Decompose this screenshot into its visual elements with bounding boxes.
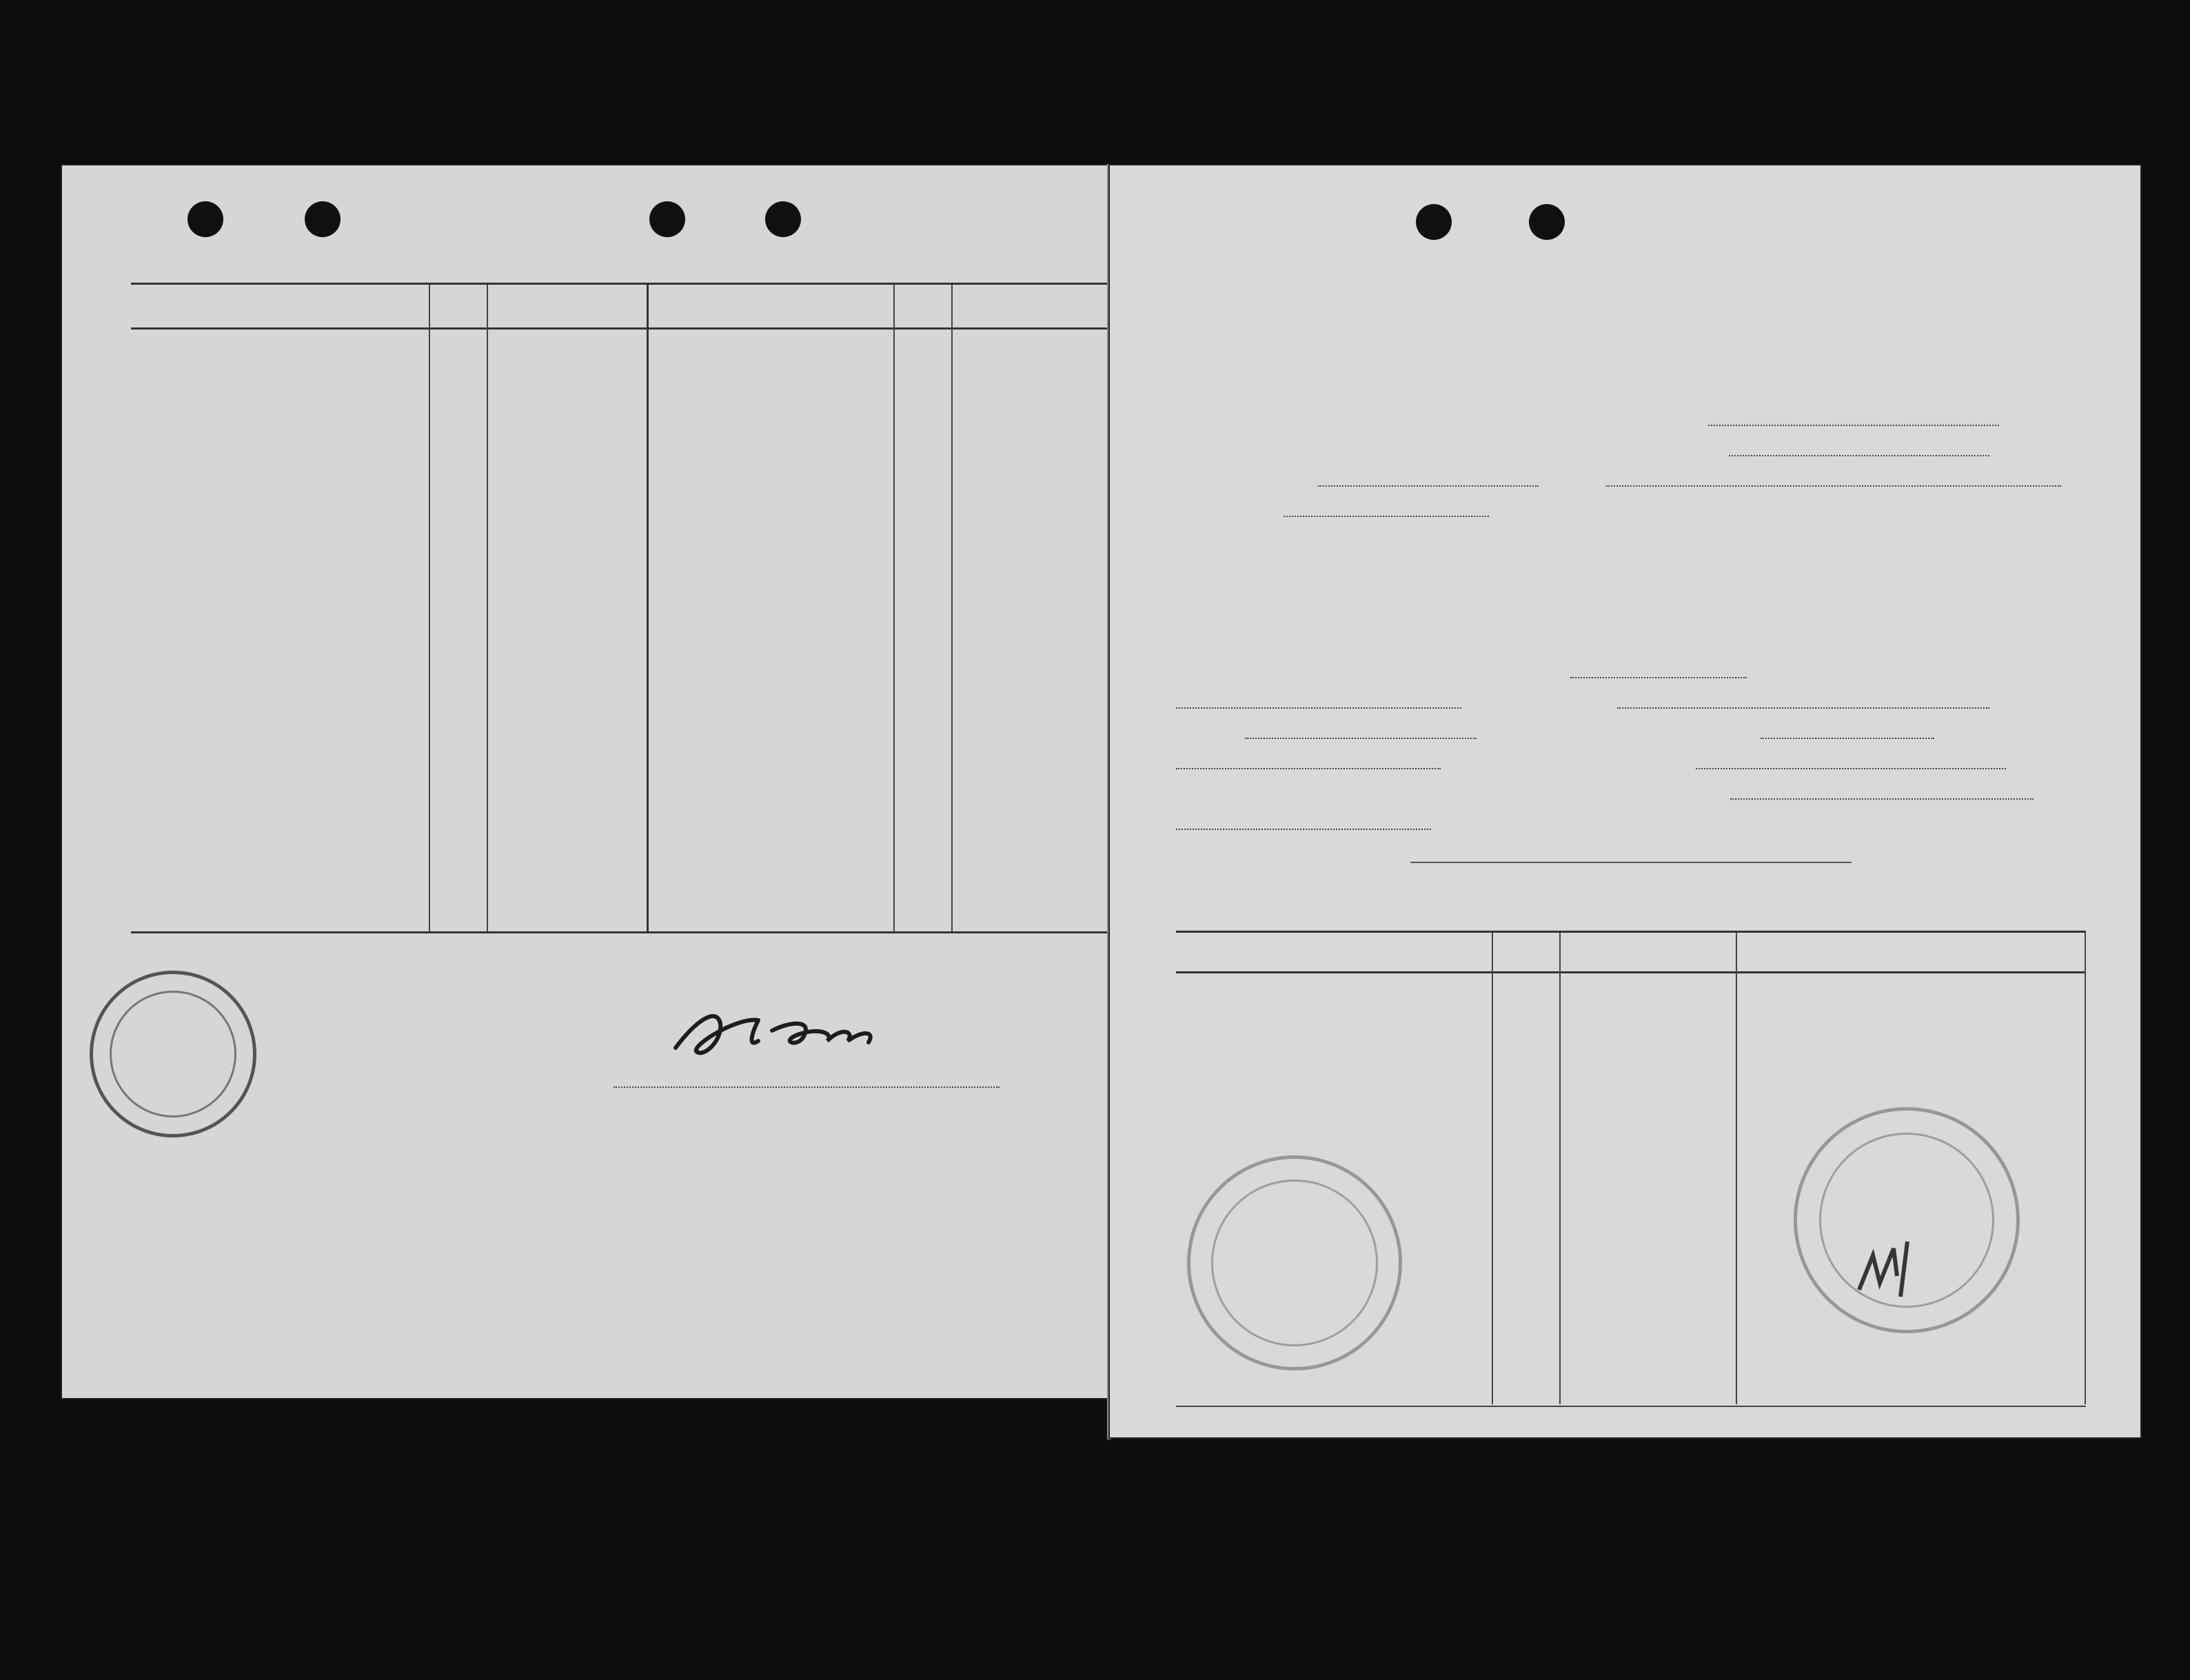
column-header-name — [1176, 933, 1492, 973]
column-header-age — [429, 285, 487, 330]
punch-hole — [765, 201, 801, 237]
left-page — [62, 165, 1110, 1398]
table-bottom-rule — [131, 931, 1110, 933]
seamen-signed-on-table — [131, 283, 1110, 933]
underline — [1570, 677, 1747, 678]
right-page — [1110, 165, 2140, 1437]
column-divider — [1736, 933, 1737, 1404]
column-header-nationality-2 — [951, 285, 1110, 330]
punch-hole — [305, 201, 341, 237]
underline — [1245, 738, 1477, 739]
underline — [1176, 707, 1461, 709]
column-divider — [647, 285, 649, 933]
column-header-nationality — [487, 285, 647, 330]
received-stamp — [1794, 1107, 2020, 1333]
underline — [1318, 485, 1539, 487]
column-divider — [1492, 933, 1493, 1404]
underline — [1606, 485, 2061, 487]
separator-rule — [1410, 862, 1852, 863]
underline — [1176, 768, 1441, 769]
received-stamp-records-unit — [1187, 1155, 1402, 1370]
column-divider — [487, 285, 488, 933]
punch-hole — [1416, 204, 1452, 240]
mail-stamp — [90, 971, 256, 1137]
master-signature — [655, 993, 944, 1069]
column-divider — [893, 285, 895, 933]
column-header-name — [131, 285, 429, 330]
underline — [1284, 516, 1489, 517]
underline — [1696, 768, 2006, 769]
underline — [1176, 829, 1431, 830]
column-header-age-2 — [893, 285, 951, 330]
signature-line — [614, 1086, 1000, 1088]
punch-hole — [649, 201, 685, 237]
underline — [1729, 455, 1989, 456]
punch-hole — [1529, 204, 1565, 240]
underline — [1730, 798, 2034, 800]
column-divider — [429, 285, 430, 933]
underline — [1708, 425, 1999, 426]
underline — [1617, 707, 1989, 709]
column-header-name-2 — [647, 285, 893, 330]
column-header-signed-on — [1736, 933, 2086, 973]
column-header-age — [1492, 933, 1559, 973]
column-header-nationality — [1559, 933, 1736, 973]
punch-hole — [187, 201, 223, 237]
column-divider — [1559, 933, 1561, 1404]
column-divider — [951, 285, 953, 933]
stamp-initials — [1852, 1228, 1935, 1310]
underline — [1761, 738, 1934, 739]
column-divider — [2085, 933, 2086, 1404]
